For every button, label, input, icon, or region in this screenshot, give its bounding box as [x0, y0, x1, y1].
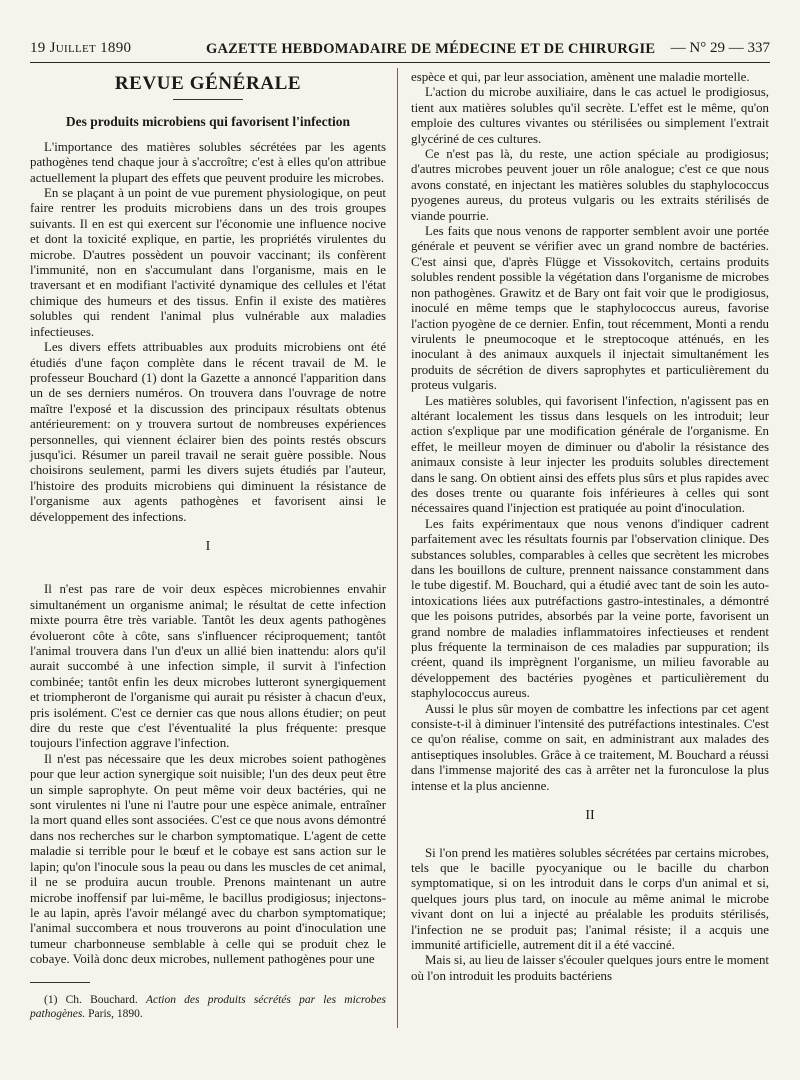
intro-paragraph: Les divers effets attribuables aux produits microbiens ont été étudiés d'une façon complète dans le récent travail de M. le professeur Bouchard (1) dont la Gazette a annoncé l'apparition dans un de ses derniers numéros. On trouvera dans l'ouvrage de notre maître l'exposé et la discussion des principaux résultats obtenus antérieurement: on y trouvera surtout de nombreuses expériences personnelles, qui viennent éclairer bien des points restés obscurs jusqu'ici. Résumer un pareil travail ne serait guère possible. Nous choisirons seulement, parmi les divers sujets étudiés par l'auteur, l'histoire des produits microbiens qui diminuent la résistance de l'organisme aux agents pathogènes et favorisent ainsi le développement des infections.	[30, 340, 386, 524]
page-header	[30, 38, 770, 63]
section-title: REVUE GÉNÉRALE	[114, 73, 302, 94]
body-paragraph: Il n'est pas rare de voir deux espèces microbiennes envahir simultanément un organisme animal; le résultat de cette infection mixte pourra être très variable. Tantôt les deux agents pathogènes évolueront côte à côte, sans s'influencer réciproquement; tantôt l'animal trouvera dans l'un d'eux un allié bien inattendu: alors qu'il aurait succombé à une infection simple, il survit à l'infection combinée; tantôt enfin les deux microbes lutteront synergiquement et triompheront de l'organisme qui aurait pu résister à chacun d'eux, pris isolément. C'est ce dernier cas que nous allons étudier; on peut dire du reste que c'est l'éventualité la plus fréquente: presque toujours l'infection aggrave l'infection.	[30, 582, 386, 751]
title-rule	[173, 99, 243, 100]
section-numeral: II	[585, 808, 595, 824]
body-paragraph: Les faits que nous venons de rapporter semblent avoir une portée générale et peuvent se vérifier avec un grand nombre de bactéries. C'est ainsi que, d'après Flügge et Vissokovitch, certains produits solubles rendent possible la végétation dans l'organisme de microbes non pathogènes. Grawitz et de Bary ont fait voir que le prodigiosus, inoculé en même temps que le staphylococcus aureus, favorise l'action pyogène de ce dernier. Enfin, tout récemment, Monti a rendu virulents le pneumocoque et le streptocoque atténués, en les inoculant à des animaux auxquels il injectait simultanément les produits de sécrétion de divers saprophytes et particulièrement du proteus vulgaris.	[411, 224, 769, 393]
page-number: — N° 29 — 337	[670, 40, 770, 56]
right-column	[411, 70, 769, 984]
body-paragraph: Les matières solubles, qui favorisent l'infection, n'agissent pas en altérant localement les tissus dans lesquels on les introduit; leur action s'explique par une modification générale de l'organisme. En effet, le meilleur moyen de diminuer ou d'abolir la résistance des animaux consiste à leur injecter les produits solubles directement dans le sang. On obtient ainsi des effets plus sûrs et plus rapides avec des doses trente ou quarante fois inférieures à celles qui sont nécessaires quand l'injection est pratiquée au point d'inoculation.	[411, 393, 769, 516]
body-paragraph: Ce n'est pas là, du reste, une action spéciale au prodigiosus; d'autres microbes peuvent jouer un rôle analogue; c'est ce que nous avons constaté, en injectant les matières solubles du staphylococcus pyogenes aureus, du proteus vulgaris ou les extraits stérilisés de viande pourrie.	[411, 147, 769, 223]
footnote-title: Action des produits sécrétés par les microbes pathogènes.	[30, 993, 386, 1020]
footnote-marker: (1) Ch. Bouchard.	[44, 993, 138, 1006]
footnote	[30, 993, 386, 1021]
column-divider	[397, 68, 398, 1028]
footnote-separator	[30, 982, 90, 983]
journal-title: GAZETTE HEBDOMADAIRE DE MÉDECINE ET DE CHIRURGIE	[206, 41, 656, 57]
body-paragraph: Mais si, au lieu de laisser s'écouler quelques jours entre le moment où l'on introduit les produits bactériens	[411, 953, 769, 983]
footnote-place: Paris, 1890.	[88, 1007, 143, 1020]
issue-date: 19 Juillet 1890	[30, 40, 132, 56]
body-paragraph: espèce et qui, par leur association, amènent une maladie mortelle.	[411, 70, 750, 84]
body-paragraph: Si l'on prend les matières solubles sécrétées par certains microbes, tels que le bacille pyocyanique ou le bacille du charbon symptomatique, si on les introduit dans le corps d'un animal et si, quelques jours plus tard, on inocule au même animal le microbe vivant dont on lui a injecté au préalable les produits stérilisés, l'infection ne se produit pas; l'animal résiste; il a acquis une immunité artificielle, autrement dit il a été vacciné.	[411, 845, 769, 952]
body-paragraph: L'action du microbe auxiliaire, dans le cas actuel le prodigiosus, tient aux matières solubles qu'il secrète. L'effet est le même, qu'on emploie des cultures vivantes ou stérilisées ou simplement l'extrait glycériné de ces cultures.	[411, 85, 769, 146]
intro-paragraph: L'importance des matières solubles sécrétées par les agents pathogènes tend chaque jour à s'accroître; c'est à elles qu'on attribue actuellement la plupart des effets que peuvent produire les microbes.	[30, 139, 386, 185]
body-paragraph: Les faits expérimentaux que nous venons d'indiquer cadrent parfaitement avec les résultats fournis par l'observation clinique. Des substances solubles, comparables à celles que secrètent les microbes dans les bouillons de culture, prennent naissance constamment dans le tube digestif. M. Bouchard, qui a étudié avec tant de soin les auto-intoxications liées aux putréfactions gastro-intestinales, a démontré que les poisons putrides, absorbés par la veine porte, favorisent un grand nombre de maladies inflammatoires infectieuses et rendent plus fréquente la terminaison de ces maladies par suppuration; ils créent, quand ils imprègnent l'organisme, un milieu favorable au développement des bactéries pyogènes et particulièrement du staphylococcus aureus.	[411, 516, 769, 701]
article-subtitle: Des produits microbiens qui favorisent l'infection	[65, 114, 351, 130]
left-column	[30, 70, 386, 1021]
section-numeral: I	[205, 538, 211, 554]
body-paragraph: Il n'est pas nécessaire que les deux microbes soient pathogènes pour que leur action synergique soit nuisible; l'un des deux peut être un simple saprophyte. On peut même voir deux bactéries, qui ne sont virulentes ni l'une ni l'autre pour une espèce animale, entraîner la mort quand elles sont associées. C'est ce que nous avons démontré dans nos recherches sur le charbon symptomatique. L'agent de cette maladie si terrible pour le bœuf et le cobaye est sans action sur le lapin; qu'on l'inocule sous la peau ou dans les muscles de cet animal, il ne se produira aucun trouble. Prenons maintenant un autre microbe inoffensif par lui-même, le bacillus prodigiosus; injectons-le au lapin, après l'avoir mélangé avec du charbon symptomatique; l'animal succombera et nous trouverons au point d'inoculation une tumeur charbonneuse semblable à celle qui se produit chez le cobaye. Voilà donc deux microbes, nullement pathogènes pour une	[30, 751, 386, 967]
body-paragraph: Aussi le plus sûr moyen de combattre les infections par cet agent consiste-t-il à diminuer l'intensité des putréfactions intestinales. C'est ce qu'on réalise, comme on sait, en administrant aux malades des antiseptiques insolubles. Grâce à ce traitement, M. Bouchard a réussi dans l'immense majorité des cas à arrêter net la furonculose la plus intense et la plus ancienne.	[411, 701, 769, 793]
intro-paragraph: En se plaçant à un point de vue purement physiologique, on peut faire rentrer les produits microbiens dans un des trois groupes suivants. Il en est qui exercent sur l'économie une influence nocive et dont la toxicité explique, en partie, les propriétés virulentes du microbe. D'autres possèdent un pouvoir vaccinant; ils confèrent l'immunité, non en s'accumulant dans l'organisme, mais en le traversant et en modifiant l'activité dynamique des cellules et l'état chimique des humeurs et des tissus. Enfin il existe des matières solubles qui rendent l'animal plus vulnérable aux maladies infectieuses.	[30, 186, 386, 339]
